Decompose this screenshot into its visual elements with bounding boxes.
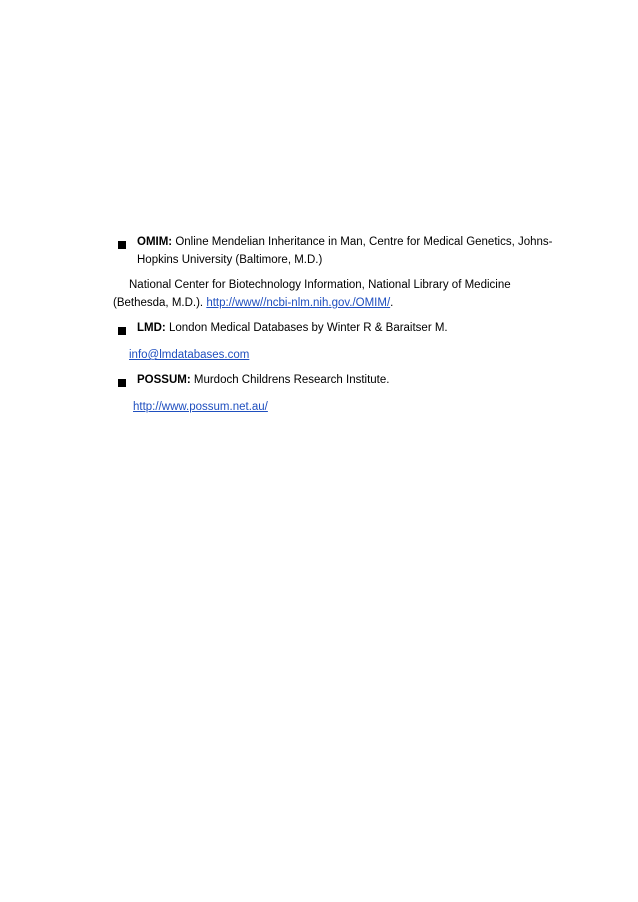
possum-label: POSSUM: — [137, 374, 191, 386]
omim-line-4 — [113, 297, 393, 309]
lmd-line — [137, 322, 448, 334]
square-bullet-icon — [118, 379, 126, 387]
lmd-label: LMD: — [137, 322, 166, 334]
square-bullet-icon — [118, 327, 126, 335]
possum-link[interactable]: http://www.possum.net.au/ — [133, 401, 268, 413]
omim-line-3: National Center for Biotechnology Information, National Library of Medicine — [129, 279, 511, 291]
lmd-email-line — [129, 349, 249, 361]
omim-line-4-prefix: (Bethesda, M.D.). — [113, 297, 207, 309]
lmd-email-link[interactable]: info@lmdatabases.com — [129, 349, 250, 361]
omim-text-1: Online Mendelian Inheritance in Man, Centre for Medical Genetics, Johns- — [175, 236, 553, 248]
possum-text: Murdoch Childrens Research Institute. — [193, 374, 390, 386]
omim-link[interactable]: http://www//ncbi-nlm.nih.gov./OMIM/ — [206, 297, 391, 309]
lmd-text: London Medical Databases by Winter R & Baraitser M. — [168, 322, 448, 334]
omim-label: OMIM: — [137, 236, 173, 248]
square-bullet-icon — [118, 241, 126, 249]
omim-line-4-suffix: . — [390, 297, 394, 309]
possum-link-line — [133, 401, 268, 413]
possum-line — [137, 374, 389, 386]
omim-line-1 — [137, 236, 552, 248]
omim-line-2: Hopkins University (Baltimore, M.D.) — [137, 254, 323, 266]
